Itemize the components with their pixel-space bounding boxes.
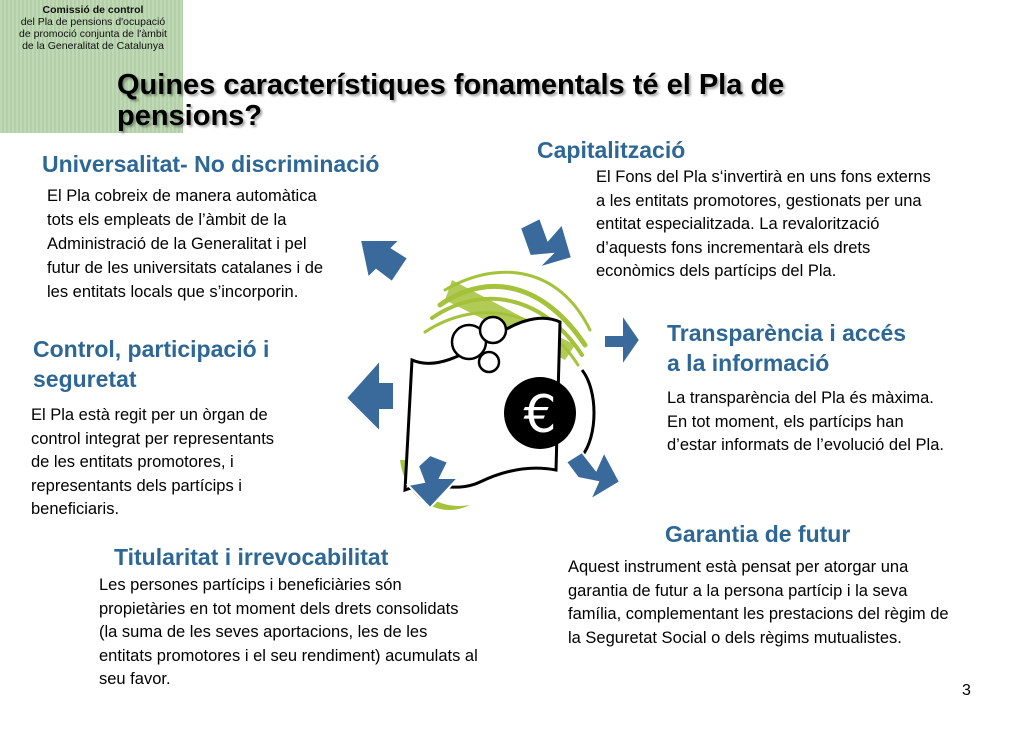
text-line: de les entitats promotores, i <box>31 453 234 471</box>
page-title-line: pensions? <box>117 100 263 132</box>
section-text-capitalitzacio <box>596 166 931 284</box>
svg-text:€: € <box>523 385 557 445</box>
text-line: la Seguretat Social o dels règims mutualistes. <box>568 628 902 647</box>
text-line: a les entitats promotores, gestionats per una <box>596 191 922 210</box>
section-title-titularitat: Titularitat i irrevocabilitat <box>114 544 389 570</box>
page-title-line: Quines característiques fonamentals té el Pla de <box>117 69 785 101</box>
title-line: seguretat <box>33 366 137 392</box>
section-text-control <box>31 404 274 522</box>
arrow-down-right-icon <box>566 452 620 500</box>
text-line: Les persones partícips i beneficiàries són <box>99 576 402 594</box>
org-line: del Pla de pensions d'ocupació <box>20 16 166 28</box>
section-text-transparencia <box>667 387 944 458</box>
section-text-garantia <box>568 556 949 650</box>
text-line: família, complementant les prestacions del règim de <box>568 605 949 623</box>
text-line: futur de les universitats catalanes i de <box>47 259 324 277</box>
text-line: propietàries en tot moment dels drets consolidats <box>99 599 459 618</box>
text-line: tots els empleats de l’àmbit de la <box>47 211 287 229</box>
text-line: El Pla està regit per un òrgan de <box>31 406 268 424</box>
org-line: de promoció conjunta de l'àmbit <box>19 28 167 40</box>
text-line: d’estar informats de l’evolució del Pla. <box>667 436 944 454</box>
text-line: garantia de futur a la persona partícip i la seva <box>568 581 908 600</box>
arrow-left-icon <box>346 360 394 432</box>
text-line: La transparència del Pla és màxima. <box>667 389 934 407</box>
section-text-universalitat <box>47 184 323 304</box>
text-line: seu favor. <box>99 670 171 688</box>
text-line: En tot moment, els partícips han <box>667 412 904 431</box>
section-title-control <box>33 334 269 394</box>
org-title: Comissió de control <box>42 4 144 16</box>
section-title-transparencia <box>667 318 906 378</box>
arrow-up-left-icon <box>360 240 408 282</box>
title-line: a la informació <box>667 350 830 376</box>
text-line: Administració de la Generalitat i pel <box>47 235 307 253</box>
text-line: beneficiaris. <box>31 500 120 518</box>
text-line: representants dels partícips i <box>31 476 242 495</box>
text-line: El Pla cobreix de manera automàtica <box>47 187 317 205</box>
text-line: d’aquests fons incrementarà els drets <box>596 238 871 257</box>
text-line: El Fons del Pla s‘invertirà en uns fons externs <box>596 168 931 186</box>
text-line: entitats promotores i el seu rendiment) acumulats al <box>99 646 478 665</box>
text-line: (la suma de les seves aportacions, les de les <box>99 623 428 641</box>
text-line: Aquest instrument està pensat per atorgar una <box>568 558 909 576</box>
section-title-garantia: Garantia de futur <box>665 521 851 547</box>
section-text-titularitat <box>99 574 478 692</box>
text-line: econòmics dels partícips del Pla. <box>596 262 837 280</box>
page-number: 3 <box>962 682 971 699</box>
arrow-right-icon <box>604 314 640 366</box>
text-line: control integrat per representants <box>31 429 275 448</box>
org-line: de la Generalitat de Catalunya <box>22 40 164 52</box>
section-title-universalitat: Universalitat- No discriminació <box>42 151 380 177</box>
arrow-up-right-icon <box>520 218 572 268</box>
text-line: les entitats locals que s’incorporin. <box>47 283 299 301</box>
title-line: Control, participació i <box>33 336 270 362</box>
title-line: Transparència i accés <box>667 320 907 346</box>
text-line: entitat especialitzada. La revalorització <box>596 215 880 233</box>
section-title-capitalitzacio: Capitalització <box>537 137 686 163</box>
